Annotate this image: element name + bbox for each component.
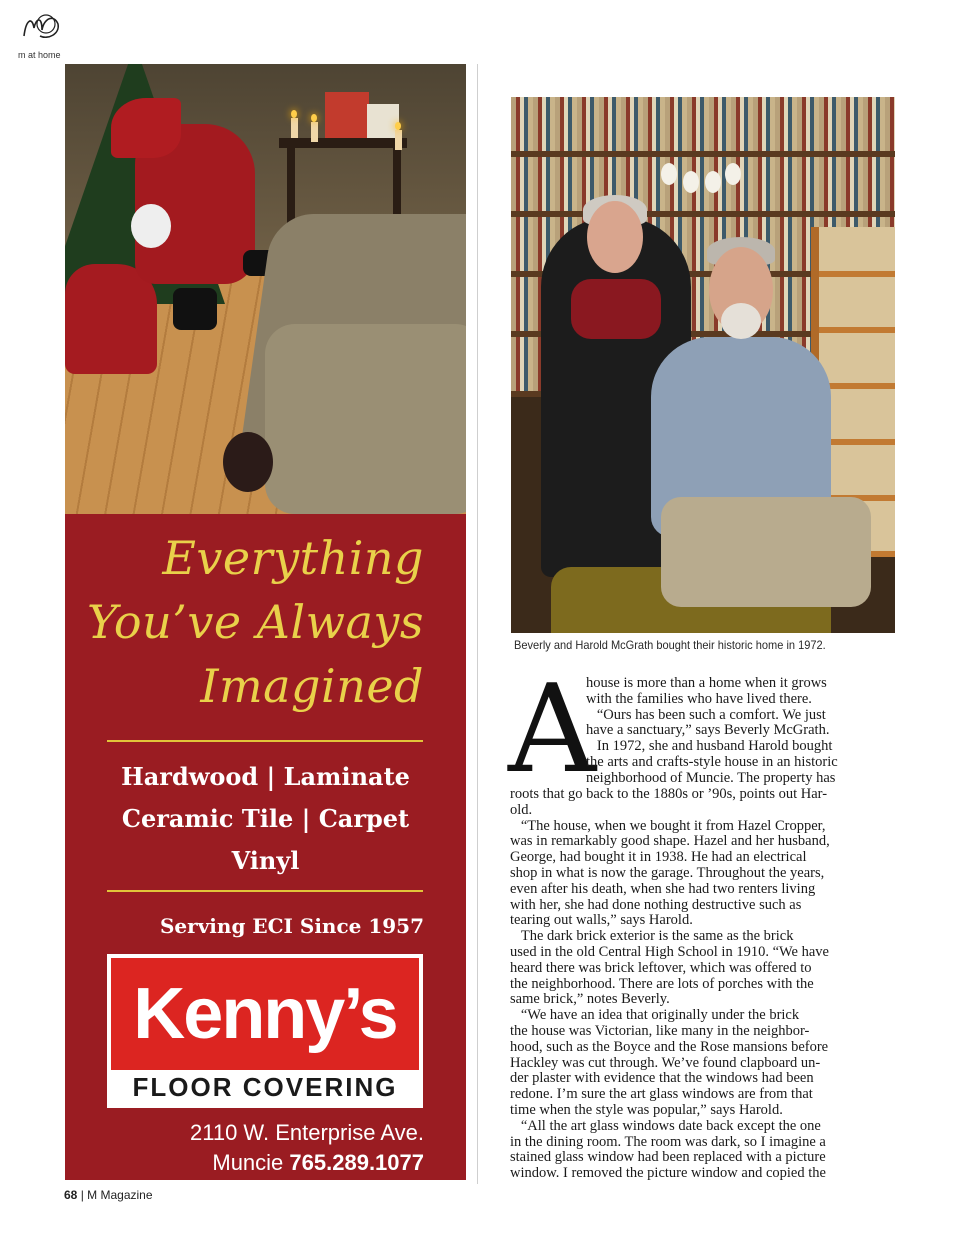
brand-subtitle: FLOOR COVERING bbox=[132, 1072, 398, 1102]
magazine-logo bbox=[18, 10, 78, 60]
city: Muncie bbox=[212, 1150, 284, 1175]
brand-logo bbox=[107, 954, 423, 1108]
body-line: even after his death, when she had two renters living bbox=[510, 880, 816, 897]
ad-rule-bottom bbox=[107, 890, 423, 892]
body-line: George, had bought it in 1938. He had an electrical bbox=[510, 849, 807, 866]
body-line: The dark brick exterior is the same as the brick bbox=[510, 928, 794, 945]
article-body-wrapped bbox=[586, 676, 896, 787]
body-line: stained glass window had been replaced with a picture bbox=[510, 1149, 826, 1166]
couple-portrait-photo bbox=[511, 97, 895, 633]
phone-number: 765.289.1077 bbox=[289, 1150, 424, 1175]
body-line: redone. I’m sure the art glass windows are from that bbox=[510, 1086, 813, 1103]
page-number: 68 bbox=[64, 1188, 78, 1202]
body-line: the neighborhood. There are lots of porches with the bbox=[510, 975, 814, 992]
body-line: Hackley was cut through. We’ve found clapboard un- bbox=[510, 1054, 821, 1071]
kennys-advertisement bbox=[65, 64, 466, 1180]
m-monogram-icon bbox=[20, 10, 62, 42]
body-line: old. bbox=[510, 801, 533, 818]
body-line: was in remarkably good shape. Hazel and her husband, bbox=[510, 833, 830, 850]
body-line: tearing out walls,” says Harold. bbox=[510, 912, 693, 929]
body-line: “All the art glass windows date back except the one bbox=[510, 1117, 821, 1134]
street-address: 2110 W. Enterprise Ave. bbox=[190, 1120, 424, 1145]
store-address bbox=[190, 1118, 424, 1178]
chandelier bbox=[661, 97, 741, 197]
product-list: Hardwood | Laminate Ceramic Tile | Carpet Vinyl bbox=[121, 762, 410, 875]
body-line: neighborhood of Muncie. The property has bbox=[586, 769, 836, 786]
body-line: same brick,” notes Beverly. bbox=[510, 991, 670, 1008]
body-line: “Ours has been such a comfort. We just bbox=[586, 706, 826, 723]
child-figure bbox=[223, 432, 273, 492]
body-line: hood, such as the Boyce and the Rose mansions before bbox=[510, 1038, 829, 1055]
ad-rule-top bbox=[107, 740, 423, 742]
body-line: have a sanctuary,” says Beverly McGrath. bbox=[586, 722, 830, 739]
section-label: m at home bbox=[18, 50, 61, 60]
body-line: window. I removed the picture window and copied the bbox=[510, 1165, 826, 1182]
body-line: with her, she had done nothing destructive such as bbox=[510, 896, 802, 913]
magazine-name: M Magazine bbox=[87, 1188, 153, 1202]
body-line: the arts and crafts-style house in an historic bbox=[586, 753, 838, 770]
photo-caption: Beverly and Harold McGrath bought their historic home in 1972. bbox=[514, 638, 826, 652]
body-line: time when the style was popular,” says Harold. bbox=[510, 1101, 783, 1118]
body-line: in the dining room. The room was dark, so I imagine a bbox=[510, 1133, 826, 1150]
gift-box bbox=[325, 92, 369, 138]
brand-name: Kenny’s bbox=[133, 974, 397, 1054]
ad-tagline: Serving ECI Since 1957 bbox=[159, 914, 424, 938]
body-line: shop in what is now the garage. Throughout the years, bbox=[510, 864, 825, 881]
column-divider bbox=[477, 64, 478, 1184]
body-line: “We have an idea that originally under the brick bbox=[510, 1007, 800, 1024]
body-line: “The house, when we bought it from Hazel Cropper, bbox=[510, 817, 826, 834]
page-footer bbox=[64, 1188, 153, 1202]
body-line: the house was Victorian, like many in the neighbor- bbox=[510, 1022, 810, 1039]
body-line: used in the old Central High School in 1910. “We have bbox=[510, 943, 829, 960]
body-line: house is more than a home when it grows bbox=[586, 675, 827, 691]
santa-living-room-photo bbox=[65, 64, 466, 514]
ad-headline: Everything You’ve Always Imagined bbox=[87, 531, 424, 713]
footer-separator: | bbox=[80, 1188, 84, 1202]
body-line: der plaster with evidence that the windows had been bbox=[510, 1070, 814, 1087]
drop-cap: A bbox=[508, 658, 597, 800]
article-body bbox=[510, 787, 893, 1182]
body-line: roots that go back to the 1880s or ’90s, points out Har- bbox=[510, 786, 828, 802]
body-line: heard there was brick leftover, which was offered to bbox=[510, 959, 812, 976]
body-line: In 1972, she and husband Harold bought bbox=[586, 738, 833, 755]
body-line: with the families who have lived there. bbox=[586, 690, 812, 707]
side-table bbox=[279, 138, 407, 148]
